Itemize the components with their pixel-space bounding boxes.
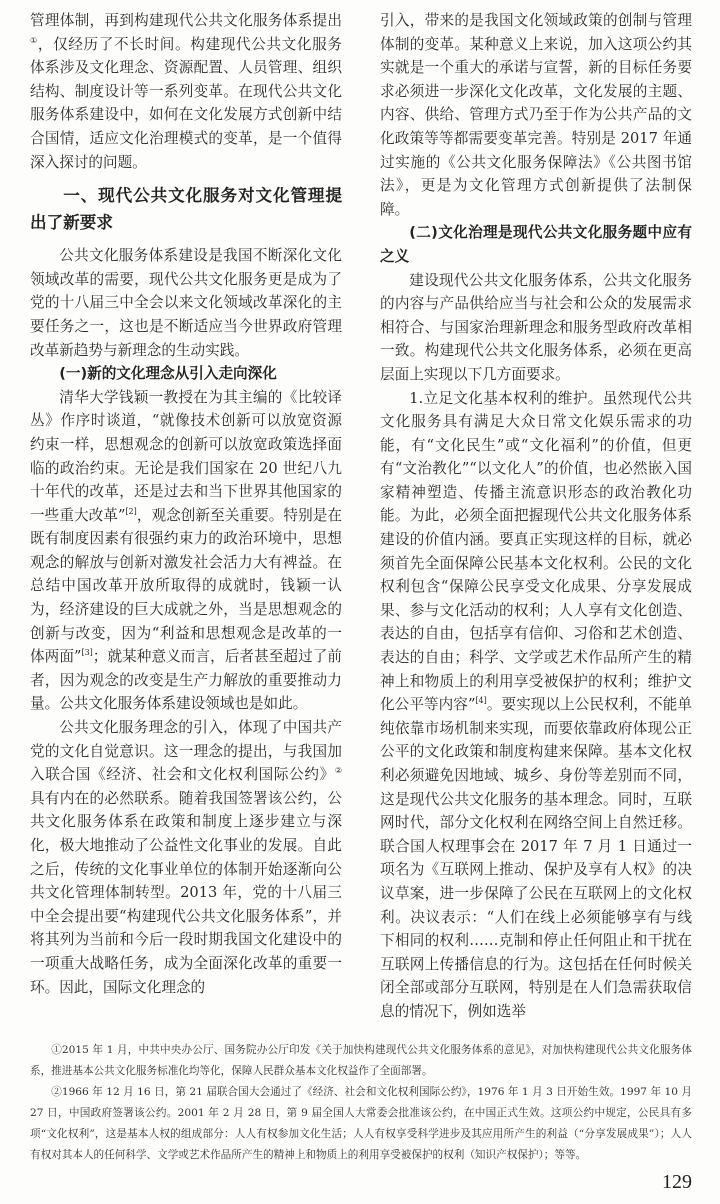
paragraph-governance: 建设现代公共文化服务体系，公共文化服务的内容与产品供给应当与社会和公众的发展需求相符合、与国家治理新理念和服务型政府改革相一致。构建现代公共文化服务体系，必须在更高层面上实现以下几方面要求。 <box>380 271 692 383</box>
paragraph-text: 清华大学钱颖一教授在为其主编的《比较译丛》作序时谈道，“就像技术创新可以放宽资源约束一样，思想观念的创新可以放宽政策选择面临的政治约束。无论是我们国家在 20 世纪八九十年代的改革，还是过去和当下世界其他国家的一些重大改革” <box>30 388 342 524</box>
subsection-heading-1: (一)新的文化理念从引入走向深化 <box>59 365 277 383</box>
footnote-ref-1[interactable]: ① <box>30 35 38 45</box>
paragraph-text: 。要实现以上公民权利，不能单纯依靠市场机制来实现，而要依靠政府体现公正公平的文化政策和制度构建来保障。基本文化权利必须避免因地域、城乡、身份等差别而不同，这是现代公共文化服务的基本理念。同时，互联网时代，部分文化权利在网络空间上自然迁移。联合国人权理事会在 2017 年 7 月 1 日通过一项名为《互联网上推动、保护及享有人权》的决议草案，进一步保障了公民在互联网上的文化权利。决议表示：“人们在线上必须能够享有与线下相同的权利……克制和停止任何阻止和干扰在互联网上传播信息的行为。这包括在任何时候关闭全部或部分互联网，特别是在人们急需获取信息的情况下，例如选举 <box>380 696 692 1020</box>
paragraph-public-culture-reform: 公共文化服务体系建设是我国不断深化文化领域改革的需要，现代公共文化服务更是成为了党的十八届三中全会以来文化领域改革深化的主要任务之一，这也是不断适应当今世界政府管理改革新趋势与新理念的生动实践。 <box>30 247 342 359</box>
paragraph-text: ；就某种意义而言，后者甚至超过了前者，因为观念的改变是生产力解放的重要推动力量。公共文化服务体系建设领域也是如此。 <box>30 648 342 713</box>
footnote-1: ①2015 年 1 月，中共中央办公厅、国务院办公厅印发《关于加快构建现代公共文化服务体系的意见》，对加快构建现代公共文化服务体系，推进基本公共文化服务标准化均等化，保障人民群众基本文化权益作了全面部署。 <box>30 1043 692 1077</box>
paragraph-policy-change: 引入，带来的是我国文化领域政策的创制与管理体制的变革。某种意义上来说，加入这项公约其实就是一个重大的承诺与宣誓，新的目标任务要求必须进一步深化文化改革，文化发展的主题、内容、供给、管理方式乃至于作为公共产品的文化政策等等都需要变革完善。特别是 2017 年通过实施的《公共文化服务保障法》《公共图书馆法》，更是为文化管理方式创新提供了法制保障。 <box>380 12 692 218</box>
subsection-heading-2: (二)文化治理是现代公共文化服务题中应有之义 <box>380 224 692 265</box>
footnotes <box>30 1036 692 1166</box>
paragraph-text: ，仅经历了不长时间。构建现代公共文化服务体系涉及文化理念、资源配置、人员管理、组织结构、制度设计等一系列变革。在现代公共文化服务体系建设中，如何在文化发展方式创新中结合国情，适应文化治理模式的变革，是一个值得深入探讨的问题。 <box>30 35 342 171</box>
right-column <box>380 9 692 1024</box>
body-columns <box>30 9 692 1024</box>
page-number: 129 <box>662 1170 692 1193</box>
paragraph-qian-yingyi <box>30 386 342 716</box>
paragraph-text: 管理体制，再到构建现代公共文化服务体系提出 <box>30 12 342 29</box>
left-column <box>30 9 342 999</box>
paragraph-text: 具有内在的必然联系。随着我国签署该公约，公共文化服务体系在政策和制度上逐步建立与深化，极大地推动了公益性文化事业的发展。自此之后，传统的文化事业单位的体制开始逐渐向公共文化管理体制转型。2013 年，党的十八届三中全会提出要“构建现代公共文化服务体系”，并将其列为当前和今后一段时期我国文化建设中的一项重大战略任务，成为全面深化改革的重要一环。因此，国际文化理念的 <box>30 789 342 996</box>
citation-ref-4[interactable]: [4] <box>475 696 487 706</box>
footnote-2: ②1966 年 12 月 16 日，第 21 届联合国大会通过了《经济、社会和文化权利国际公约》，1976 年 1 月 3 日开始生效。1997 年 10 月 27 日，中国政府签署该公约。2001 年 2 月 28 日，第 9 届全国人大常委会批准该公约，在中国正式生效。这项公约中规定，公民具有多项“文化权利”，这是基本人权的组成部分：人人有权参加文化生活；人人有权享受科学进步及其应用所产生的利益（“分享发展成果”）；人人有权对其本人的任何科学、文学或艺术作品所产生的精神上和物质上的利用享受被保护的权利（知识产权保护）；等等。 <box>30 1085 692 1161</box>
paragraph-text: 公共文化服务理念的引入，体现了中国共产党的文化自觉意识。这一理念的提出，与我国加入联合国《经济、社会和文化权利国际公约》 <box>30 719 342 784</box>
paragraph-concept-introduction <box>30 716 342 999</box>
paragraph-text: ，观念创新至关重要。特别是在既有制度因素有很强约束力的政治环境中，思想观念的解放与创新对激发社会活力大有裨益。在总结中国改革开放所取得的成就时，钱颖一认为，经济建设的巨大成就之外，当是思想观念的创新与改变，因为“利益和思想观念是改革的一体两面” <box>30 506 342 666</box>
paragraph-cultural-rights <box>380 387 692 1024</box>
citation-ref-3[interactable]: [3] <box>81 648 93 658</box>
footnote-ref-2[interactable]: ② <box>334 766 342 776</box>
citation-ref-2[interactable]: [2] <box>125 506 137 516</box>
section-heading-1: 一、现代公共文化服务对文化管理提出了新要求 <box>30 186 342 233</box>
paragraph-intro-continued <box>30 9 342 174</box>
paragraph-text: 1.立足文化基本权利的维护。虽然现代公共文化服务具有满足大众日常文化娱乐需求的功能，有“文化民生”或“文化福利”的价值，但更有“文治教化”“以文化人”的价值，也必然嵌入国家精神塑造、传播主流意识形态的政治教化功能。为此，必须全面把握现代公共文化服务体系建设的价值内涵。要真正实现这样的目标，就必须首先全面保障公民基本文化权利。公民的文化权利包含“保障公民享受文化成果、分享发展成果、参与文化活动的权利；人人享有文化创造、表达的自由，包括享有信仰、习俗和艺术创造、表达的自由；科学、文学或艺术作品所产生的精神上和物质上的利用享受被保护的权利；维护文化公平等内容” <box>380 389 692 714</box>
